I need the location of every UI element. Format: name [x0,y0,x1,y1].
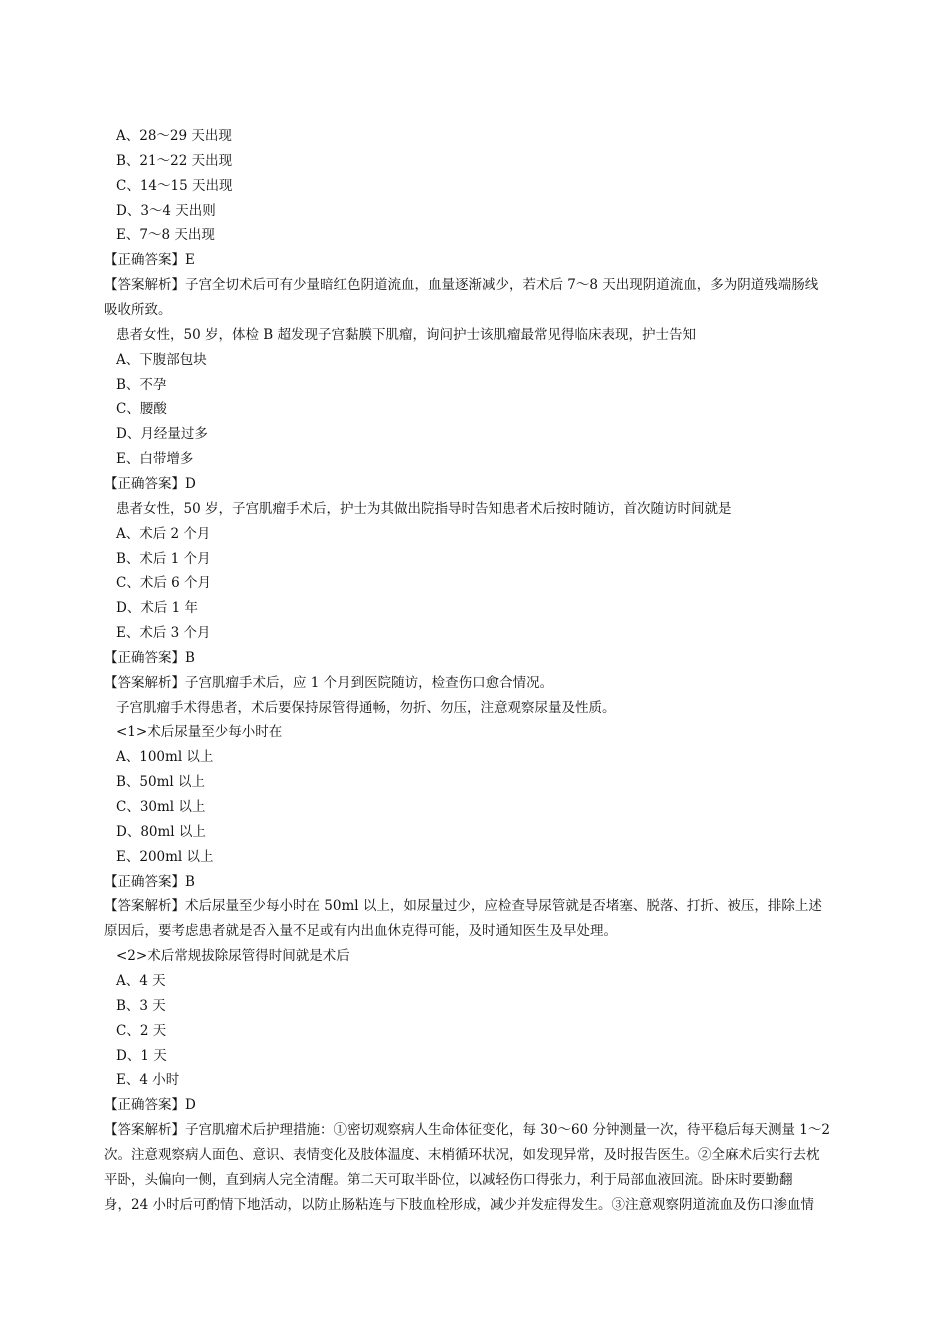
option-line: C、30ml 以上 [116,799,206,815]
option-line: A、28～29 天出现 [116,128,232,144]
option-line: E、7～8 天出现 [116,227,215,244]
answer-analysis-line: 【答案解析】子宫肌瘤手术后，应 1 个月到医院随访，检查伤口愈合情况。 [104,674,554,691]
correct-answer-line: 【正确答案】D [104,475,196,492]
option-line: B、21～22 天出现 [116,152,233,169]
option-line: B、3 天 [116,997,166,1014]
option-line: A、下腹部包块 [116,351,207,368]
option-line: D、术后 1 年 [116,600,198,617]
option-line: D、1 天 [116,1047,167,1064]
correct-answer-line: 【正确答案】E [104,252,195,269]
answer-analysis-line: 【答案解析】子宫全切术后可有少量暗红色阴道流血，血量逐渐减少，若术后 7～8 天出现阴道流血，多为阴道残端肠线 [104,277,819,294]
option-line: A、100ml 以上 [116,749,214,766]
option-line: B、不孕 [116,376,167,393]
answer-analysis-line: 【答案解析】子宫肌瘤术后护理措施：①密切观察病人生命体征变化，每 30～60 分钟测量一次，待平稳后每天测量 1～2 [104,1122,830,1138]
option-line: E、200ml 以上 [116,848,214,865]
option-line: D、月经量过多 [116,426,208,443]
correct-answer-line: 【正确答案】B [104,873,195,890]
correct-answer-line: 【正确答案】B [104,649,195,666]
question-line: <1>术后尿量至少每小时在 [116,724,283,741]
option-line: A、4 天 [116,972,166,989]
option-line: C、2 天 [116,1022,167,1039]
option-line: C、术后 6 个月 [116,575,212,592]
question-line: <2>术后常规拔除尿管得时间就是术后 [116,948,350,965]
option-line: A、术后 2 个月 [116,525,211,542]
option-line: D、80ml 以上 [116,823,206,840]
question-line: 患者女性，50 岁，体检 B 超发现子宫黏膜下肌瘤，询问护士该肌瘤最常见得临床表现，护士告知 [116,326,696,343]
analysis-continuation-line: 平卧，头偏向一侧，直到病人完全清醒。第二天可取半卧位，以减轻伤口得张力，利于局部血液回流。卧床时要勤翻 [104,1171,793,1188]
analysis-continuation-line: 原因后，要考虑患者就是否入量不足或有内出血休克得可能，及时通知医生及早处理。 [104,923,617,940]
option-line: C、腰酸 [116,401,167,418]
option-line: B、术后 1 个月 [116,550,211,567]
analysis-continuation-line: 吸收所致。 [104,302,172,318]
answer-analysis-line: 【答案解析】术后尿量至少每小时在 50ml 以上，如尿量过少，应检查导尿管就是否堵塞、脱落、打折、被压，排除上述 [104,898,822,915]
option-line: E、术后 3 个月 [116,625,211,641]
option-line: E、4 小时 [116,1072,180,1089]
option-line: D、3～4 天出则 [116,202,216,219]
analysis-continuation-line: 次。注意观察病人面色、意识、表情变化及肢体温度、末梢循环状况，如发现异常，及时报告医生。②全麻术后实行去枕 [104,1146,820,1163]
option-line: C、14～15 天出现 [116,177,233,194]
option-line: B、50ml 以上 [116,774,206,791]
question-line: 子宫肌瘤手术得患者，术后要保持尿管得通畅，勿折、勿压，注意观察尿量及性质。 [116,699,616,716]
question-line: 患者女性，50 岁，子宫肌瘤手术后，护士为其做出院指导时告知患者术后按时随访，首次随访时间就是 [116,500,732,517]
analysis-continuation-line: 身，24 小时后可酌情下地活动，以防止肠粘连与下肢血栓形成，减少并发症得发生。③注意观察阴道流血及伤口渗血情 [104,1196,814,1213]
option-line: E、白带增多 [116,451,194,468]
correct-answer-line: 【正确答案】D [104,1097,196,1114]
